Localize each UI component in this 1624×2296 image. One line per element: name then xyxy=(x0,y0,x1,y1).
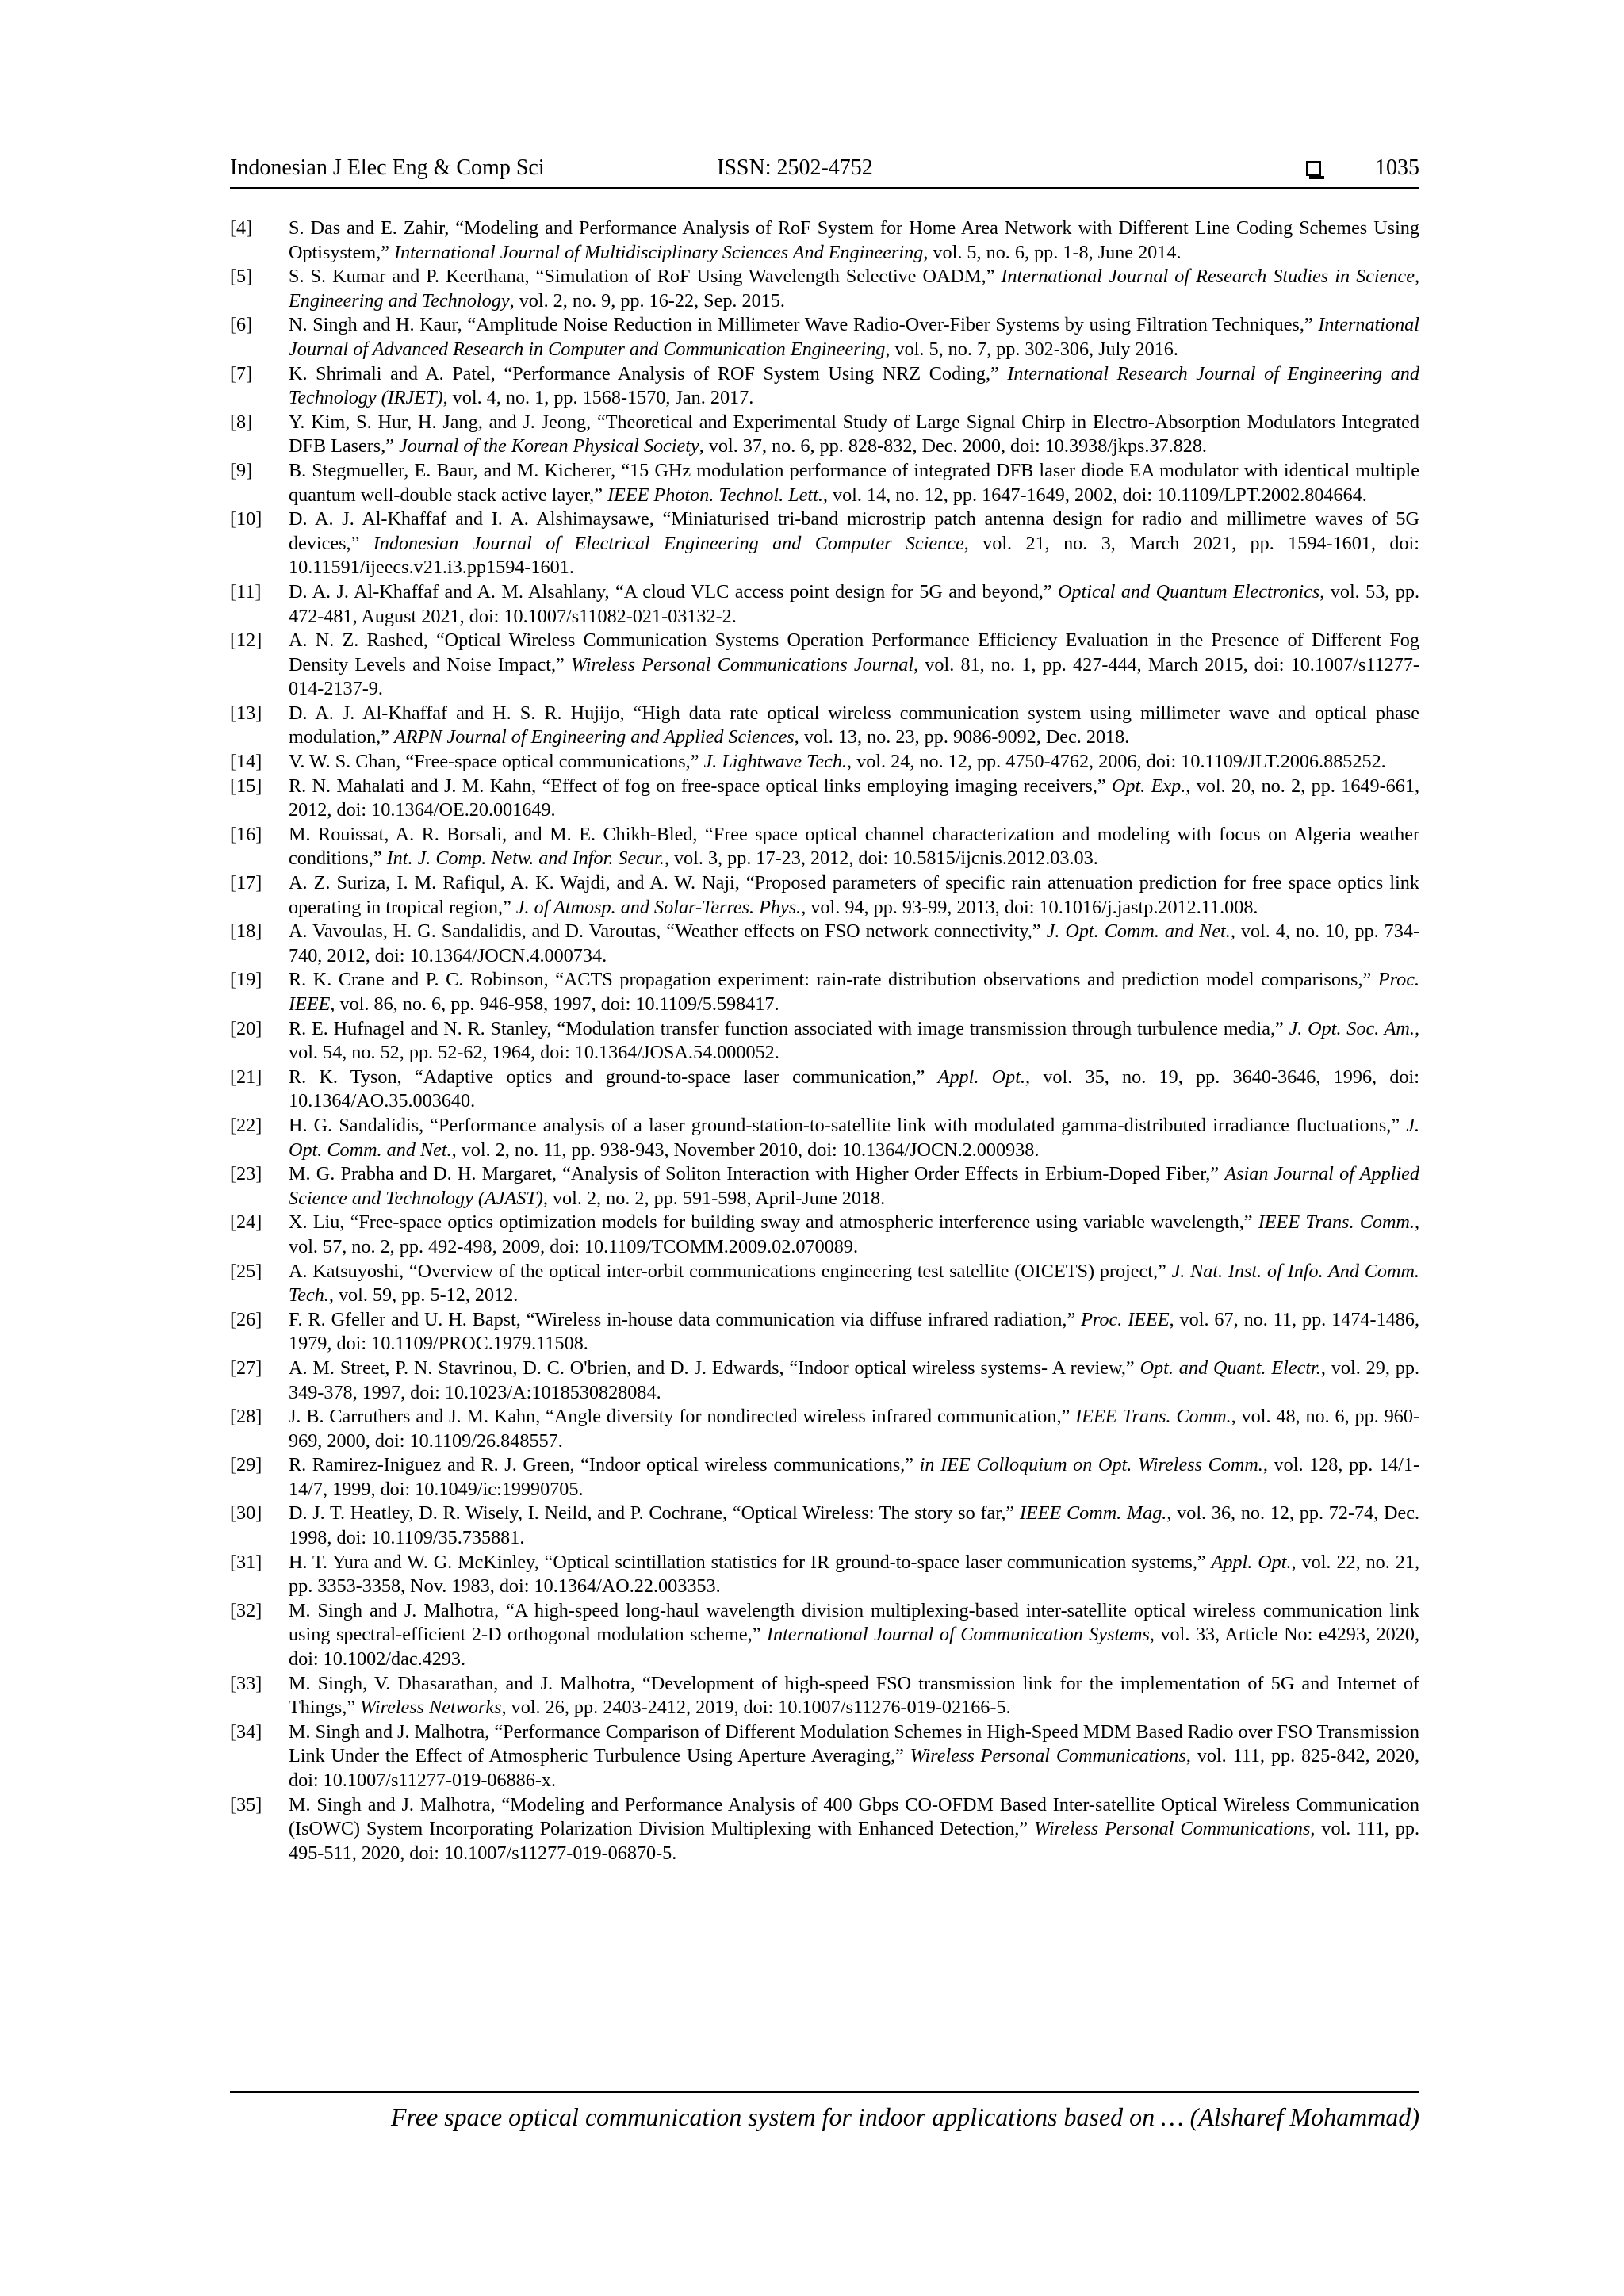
reference-number: [11] xyxy=(230,580,262,603)
reference-text xyxy=(289,920,1419,968)
reference-text xyxy=(289,1066,1419,1114)
reference-venue: Optical and Quantum Electronics xyxy=(1057,580,1320,603)
reference-item xyxy=(230,1502,1419,1550)
reference-authors-title: M. Singh and J. Malhotra, “Modeling and Performance Analysis of 400 Gbps CO-OFDM Based Inter-satellite Optical Wireless Communication (IsOWC) System Incorporating Polarization Division Multiplexing with Enhanced Detection,” xyxy=(289,1793,1419,1840)
reference-item xyxy=(230,1405,1419,1453)
reference-number: [6] xyxy=(230,314,253,336)
reference-authors-title: M. Singh, V. Dhasarathan, and J. Malhotra, “Development of high-speed FSO transmission link for the implementation of 5G and Internet of Things,” xyxy=(289,1672,1419,1719)
reference-details: , vol. 26, pp. 2403-2412, 2019, doi: 10.1007/s11276-019-02166-5. xyxy=(501,1697,1011,1719)
reference-number: [17] xyxy=(230,872,262,894)
reference-item xyxy=(230,1793,1419,1866)
reference-item xyxy=(230,411,1419,459)
reference-authors-title: D. A. J. Al-Khaffaf and H. S. R. Hujijo, “High data rate optical wireless communication system using millimeter wave and optical phase modulation,” xyxy=(289,702,1419,748)
reference-text xyxy=(289,629,1419,702)
reference-authors-title: J. B. Carruthers and J. M. Kahn, “Angle diversity for nondirected wireless infrared communication,” xyxy=(289,1406,1076,1428)
reference-venue: IEEE Trans. Comm., xyxy=(1258,1211,1419,1234)
reference-number: [20] xyxy=(230,1017,262,1039)
reference-item xyxy=(230,313,1419,362)
reference-number: [34] xyxy=(230,1720,262,1743)
reference-details: vol. 20, no. 2, pp. 1649-661, 2012, doi: 10.1364/OE.20.001649. xyxy=(289,775,1420,821)
reference-venue: International Journal of Research Studies in Science, Engineering and Technology xyxy=(289,266,1419,312)
reference-text xyxy=(289,580,1419,629)
reference-authors-title: A. Katsuyoshi, “Overview of the optical inter-orbit communications engineering test satellite (OICETS) project,” xyxy=(289,1260,1172,1282)
reference-item xyxy=(230,1551,1419,1599)
reference-venue: Wireless Personal Communications xyxy=(910,1745,1186,1767)
reference-authors-title: D. A. J. Al-Khaffaf and I. A. Alshimaysawe, “Miniaturised tri-band microstrip patch antenna design for radio and millimetre waves of 5G devices,” xyxy=(289,508,1419,554)
reference-venue: IEEE Trans. Comm. xyxy=(1075,1406,1231,1428)
reference-number: [27] xyxy=(230,1357,262,1379)
reference-text xyxy=(289,507,1419,580)
reference-number: [18] xyxy=(230,920,262,943)
reference-venue: Wireless Networks xyxy=(360,1697,502,1719)
reference-authors-title: D. A. J. Al-Khaffaf and A. M. Alsahlany, “A cloud VLC access point design for 5G and beyond,” xyxy=(289,580,1058,603)
reference-item xyxy=(230,580,1419,629)
reference-item xyxy=(230,1599,1419,1672)
reference-text xyxy=(289,871,1419,920)
reference-details: , vol. 4, no. 1, pp. 1568-1570, Jan. 2017. xyxy=(442,387,754,409)
reference-item xyxy=(230,362,1419,411)
reference-list xyxy=(230,216,1419,1866)
reference-details: vol. 86, no. 6, pp. 946-958, 1997, doi: 10.1109/5.598417. xyxy=(335,993,779,1015)
reference-venue: Opt. Exp., xyxy=(1111,775,1191,797)
reference-item xyxy=(230,1114,1419,1162)
reference-details: vol. 57, no. 2, pp. 492-498, 2009, doi: 10.1109/TCOMM.2009.02.070089. xyxy=(289,1235,859,1257)
reference-details: , vol. 13, no. 23, pp. 9086-9092, Dec. 2018. xyxy=(794,726,1130,748)
reference-text xyxy=(289,1114,1419,1162)
reference-venue: Wireless Personal Communications xyxy=(1034,1818,1311,1840)
reference-number: [14] xyxy=(230,751,262,773)
reference-text xyxy=(289,702,1419,750)
reference-venue: Proc. IEEE, xyxy=(289,969,1419,1015)
reference-authors-title: S. Das and E. Zahir, “Modeling and Performance Analysis of RoF System for Home Area Network with Different Line Coding Schemes Using Optisystem,” xyxy=(289,217,1419,263)
reference-details: , vol. 33, Article No: e4293, 2020, doi: 10.1002/dac.4293. xyxy=(289,1624,1419,1670)
reference-details: , vol. 2, no. 9, pp. 16-22, Sep. 2015. xyxy=(509,289,785,312)
reference-details: , vol. 22, no. 21, pp. 3353-3358, Nov. 1983, doi: 10.1364/AO.22.003353. xyxy=(289,1551,1419,1598)
reference-authors-title: F. R. Gfeller and U. H. Bapst, “Wireless in-house data communication via diffuse infrared radiation,” xyxy=(289,1308,1082,1330)
reference-text xyxy=(289,750,1419,775)
reference-number: [35] xyxy=(230,1793,262,1816)
reference-number: [7] xyxy=(230,362,253,385)
reference-venue: in IEE Colloquium on Opt. Wireless Comm. xyxy=(919,1454,1263,1476)
reference-text xyxy=(289,1017,1419,1066)
reference-details: , vol. 128, pp. 14/1-14/7, 1999, doi: 10.1049/ic:19990705. xyxy=(289,1454,1419,1500)
reference-authors-title: M. Rouissat, A. R. Borsali, and M. E. Chikh-Bled, “Free space optical channel characterization and modeling with focus on Algeria weather conditions,” xyxy=(289,823,1419,870)
reference-item xyxy=(230,1672,1419,1720)
reference-authors-title: D. J. T. Heatley, D. R. Wisely, I. Neild, and P. Cochrane, “Optical Wireless: The story so far,” xyxy=(289,1502,1020,1525)
reference-text xyxy=(289,775,1419,823)
reference-text xyxy=(289,459,1419,507)
reference-venue: Indonesian Journal of Electrical Engineering and Computer Science xyxy=(373,532,964,554)
reference-text xyxy=(289,1211,1419,1259)
reference-number: [10] xyxy=(230,508,262,530)
footer-rule xyxy=(230,2091,1419,2093)
reference-authors-title: M. Singh and J. Malhotra, “Performance Comparison of Different Modulation Schemes in High-Speed MDM Based Radio over FSO Transmission Link Under the Effect of Atmospheric Turbulence Using Aperture Averaging,” xyxy=(289,1720,1419,1767)
reference-authors-title: A. N. Z. Rashed, “Optical Wireless Communication Systems Operation Performance Efficiency Evaluation in the Presence of Different Fog Density Levels and Noise Impact,” xyxy=(289,629,1419,675)
reference-text xyxy=(289,362,1419,411)
reference-text xyxy=(289,1551,1419,1599)
reference-item xyxy=(230,1453,1419,1502)
reference-text xyxy=(289,823,1419,871)
reference-authors-title: S. S. Kumar and P. Keerthana, “Simulation of RoF Using Wavelength Selective OADM,” xyxy=(289,266,1002,288)
reference-venue: International Journal of Multidisciplinary Sciences And Engineering xyxy=(394,241,924,263)
reference-venue: IEEE Comm. Mag. xyxy=(1019,1502,1167,1525)
reference-authors-title: R. K. Tyson, “Adaptive optics and ground-to-space laser communication,” xyxy=(289,1066,938,1088)
reference-details: , vol. 53, pp. 472-481, August 2021, doi: 10.1007/s11082-021-03132-2. xyxy=(289,580,1419,627)
reference-details: , vol. 48, no. 6, pp. 960-969, 2000, doi: 10.1109/26.848557. xyxy=(289,1406,1419,1452)
square-icon xyxy=(1306,161,1321,176)
reference-item xyxy=(230,823,1419,871)
running-title: Free space optical communication system for indoor applications based on … (Alsharef Mohammad) xyxy=(390,2103,1419,2131)
reference-venue: Wireless Personal Communications Journal xyxy=(570,653,914,675)
reference-number: [12] xyxy=(230,629,262,652)
reference-details: vol. 3, pp. 17-23, 2012, doi: 10.5815/ijcnis.2012.03.03. xyxy=(668,848,1098,870)
reference-item xyxy=(230,1260,1419,1308)
reference-item xyxy=(230,1720,1419,1793)
reference-venue: International Research Journal of Engineering and Technology (IRJET) xyxy=(289,362,1419,409)
reference-item xyxy=(230,750,1419,775)
reference-details: vol. 35, no. 19, pp. 3640-3646, 1996, doi: 10.1364/AO.35.003640. xyxy=(289,1066,1419,1112)
reference-item xyxy=(230,1066,1419,1114)
reference-number: [8] xyxy=(230,411,253,433)
reference-number: [13] xyxy=(230,702,262,724)
reference-details: , vol. 111, pp. 495-511, 2020, doi: 10.1007/s11277-019-06870-5. xyxy=(289,1818,1419,1864)
reference-authors-title: A. M. Street, P. N. Stavrinou, D. C. O'brien, and D. J. Edwards, “Indoor optical wireless systems- A review,” xyxy=(289,1357,1140,1379)
reference-details: , vol. 5, no. 7, pp. 302-306, July 2016. xyxy=(885,338,1178,360)
reference-item xyxy=(230,1308,1419,1357)
reference-number: [25] xyxy=(230,1260,262,1282)
reference-venue: Opt. and Quant. Electr. xyxy=(1139,1357,1321,1379)
reference-text xyxy=(289,1260,1419,1308)
reference-item xyxy=(230,216,1419,265)
reference-text xyxy=(289,1502,1419,1550)
reference-number: [29] xyxy=(230,1454,262,1476)
journal-name: Indonesian J Elec Eng & Comp Sci xyxy=(230,155,545,180)
reference-authors-title: R. E. Hufnagel and N. R. Stanley, “Modulation transfer function associated with image transmission through turbulence media,” xyxy=(289,1017,1289,1039)
reference-authors-title: M. G. Prabha and D. H. Margaret, “Analysis of Soliton Interaction with Higher Order Effects in Erbium-Doped Fiber,” xyxy=(289,1163,1225,1185)
reference-number: [26] xyxy=(230,1308,262,1330)
reference-details: , vol. 36, no. 12, pp. 72-74, Dec. 1998, doi: 10.1109/35.735881. xyxy=(289,1502,1419,1549)
reference-text xyxy=(289,216,1419,265)
reference-details: , vol. 21, no. 3, March 2021, pp. 1594-1601, doi: 10.11591/ijeecs.v21.i3.pp1594-1601. xyxy=(289,532,1419,579)
reference-item xyxy=(230,920,1419,968)
reference-item xyxy=(230,775,1419,823)
reference-item xyxy=(230,968,1419,1016)
reference-item xyxy=(230,1162,1419,1211)
reference-number: [9] xyxy=(230,459,253,481)
issn: ISSN: 2502-4752 xyxy=(717,155,873,180)
reference-number: [30] xyxy=(230,1502,262,1525)
reference-venue: ARPN Journal of Engineering and Applied Sciences xyxy=(394,726,795,748)
reference-venue: Proc. IEEE xyxy=(1081,1308,1170,1330)
reference-authors-title: N. Singh and H. Kaur, “Amplitude Noise Reduction in Millimeter Wave Radio-Over-Fiber Systems by using Filtration Techniques,” xyxy=(289,314,1319,336)
reference-authors-title: M. Singh and J. Malhotra, “A high-speed long-haul wavelength division multiplexing-based inter-satellite optical wireless communication link using spectral-efficient 2-D orthogonal modulation scheme,” xyxy=(289,1599,1419,1646)
reference-number: [24] xyxy=(230,1211,262,1234)
reference-venue: International Journal of Communication Systems xyxy=(766,1624,1150,1646)
reference-item xyxy=(230,1357,1419,1405)
reference-number: [5] xyxy=(230,266,253,288)
reference-authors-title: R. Ramirez-Iniguez and R. J. Green, “Indoor optical wireless communications,” xyxy=(289,1454,920,1476)
reference-text xyxy=(289,1357,1419,1405)
reference-text xyxy=(289,313,1419,362)
reference-details: , vol. 2, no. 2, pp. 591-598, April-June 2018. xyxy=(542,1187,886,1209)
reference-details: , vol. 37, no. 6, pp. 828-832, Dec. 2000, doi: 10.3938/jkps.37.828. xyxy=(699,435,1207,457)
reference-venue: J. Lightwave Tech. xyxy=(703,751,848,773)
reference-authors-title: A. Vavoulas, H. G. Sandalidis, and D. Varoutas, “Weather effects on FSO network connectivity,” xyxy=(289,920,1047,943)
reference-number: [23] xyxy=(230,1163,262,1185)
reference-text xyxy=(289,411,1419,459)
reference-text xyxy=(289,1672,1419,1720)
reference-venue: Appl. Opt., xyxy=(937,1066,1031,1088)
reference-authors-title: H. T. Yura and W. G. McKinley, “Optical scintillation statistics for IR ground-to-space laser communication systems,” xyxy=(289,1551,1212,1573)
reference-number: [22] xyxy=(230,1114,262,1136)
reference-text xyxy=(289,1793,1419,1866)
reference-details: vol. 4, no. 10, pp. 734-740, 2012, doi: 10.1364/JOCN.4.000734. xyxy=(289,920,1419,966)
reference-number: [19] xyxy=(230,969,262,991)
reference-details: vol. 14, no. 12, pp. 1647-1649, 2002, doi: 10.1109/LPT.2002.804664. xyxy=(827,484,1367,506)
reference-item xyxy=(230,1211,1419,1259)
reference-details: , vol. 5, no. 6, pp. 1-8, June 2014. xyxy=(923,241,1182,263)
page-number: 1035 xyxy=(1375,155,1419,180)
reference-number: [28] xyxy=(230,1406,262,1428)
reference-item xyxy=(230,459,1419,507)
reference-number: [4] xyxy=(230,217,253,239)
reference-venue: Int. J. Comp. Netw. and Infor. Secur., xyxy=(386,848,669,870)
reference-venue: J. Opt. Comm. and Net., xyxy=(1046,920,1235,943)
reference-authors-title: A. Z. Suriza, I. M. Rafiqul, A. K. Wajdi, and A. W. Naji, “Proposed parameters of specific rain attenuation prediction for free space optics link operating in tropical region,” xyxy=(289,872,1419,918)
reference-authors-title: K. Shrimali and A. Patel, “Performance Analysis of ROF System Using NRZ Coding,” xyxy=(289,362,1008,385)
reference-venue: J. Opt. Comm. and Net., xyxy=(289,1114,1419,1161)
reference-details: , vol. 111, pp. 825-842, 2020, doi: 10.1007/s11277-019-06886-x. xyxy=(289,1745,1419,1791)
reference-number: [15] xyxy=(230,775,262,797)
reference-number: [32] xyxy=(230,1599,262,1621)
reference-item xyxy=(230,265,1419,313)
reference-venue: J. Nat. Inst. of Info. And Comm. Tech., xyxy=(289,1260,1419,1307)
reference-details: , vol. 67, no. 11, pp. 1474-1486, 1979, doi: 10.1109/PROC.1979.11508. xyxy=(289,1308,1420,1355)
reference-authors-title: R. K. Crane and P. C. Robinson, “ACTS propagation experiment: rain-rate distribution observations and prediction model comparisons,” xyxy=(289,969,1378,991)
reference-details: , vol. 81, no. 1, pp. 427-444, March 2015, doi: 10.1007/s11277-014-2137-9. xyxy=(289,653,1419,700)
reference-authors-title: X. Liu, “Free-space optics optimization models for building sway and atmospheric interference using variable wavelength,” xyxy=(289,1211,1258,1234)
reference-text xyxy=(289,1308,1419,1357)
reference-details: vol. 59, pp. 5-12, 2012. xyxy=(333,1284,519,1307)
reference-item xyxy=(230,629,1419,702)
reference-venue: Asian Journal of Applied Science and Technology (AJAST) xyxy=(289,1163,1419,1209)
reference-details: vol. 2, no. 11, pp. 938-943, November 2010, doi: 10.1364/JOCN.2.000938. xyxy=(456,1138,1040,1161)
reference-authors-title: H. G. Sandalidis, “Performance analysis of a laser ground-station-to-satellite link with modulated gamma-distributed irradiance fluctuations,” xyxy=(289,1114,1407,1136)
reference-venue: Journal of the Korean Physical Society xyxy=(399,435,699,457)
reference-item xyxy=(230,1017,1419,1066)
reference-venue: Appl. Opt. xyxy=(1211,1551,1292,1573)
reference-text xyxy=(289,968,1419,1016)
reference-venue: J. of Atmosp. and Solar-Terres. Phys., xyxy=(515,896,806,918)
reference-authors-title: R. N. Mahalati and J. M. Kahn, “Effect of fog on free-space optical links employing imaging receivers,” xyxy=(289,775,1112,797)
reference-number: [31] xyxy=(230,1551,262,1573)
reference-venue: J. Opt. Soc. Am., xyxy=(1289,1017,1419,1039)
reference-text xyxy=(289,1162,1419,1211)
reference-item xyxy=(230,702,1419,750)
reference-text xyxy=(289,265,1419,313)
reference-item xyxy=(230,871,1419,920)
reference-authors-title: V. W. S. Chan, “Free-space optical communications,” xyxy=(289,751,704,773)
reference-text xyxy=(289,1405,1419,1453)
page-header xyxy=(230,155,1419,189)
reference-text xyxy=(289,1720,1419,1793)
reference-authors-title: B. Stegmueller, E. Baur, and M. Kicherer, “15 GHz modulation performance of integrated DFB laser diode EA modulator with identical multiple quantum well-double stack active layer,” xyxy=(289,459,1419,506)
reference-venue: IEEE Photon. Technol. Lett., xyxy=(607,484,828,506)
reference-item xyxy=(230,507,1419,580)
reference-number: [16] xyxy=(230,823,262,845)
reference-details: , vol. 24, no. 12, pp. 4750-4762, 2006, doi: 10.1109/JLT.2006.885252. xyxy=(847,751,1386,773)
reference-text xyxy=(289,1453,1419,1502)
reference-text xyxy=(289,1599,1419,1672)
reference-number: [21] xyxy=(230,1066,262,1088)
reference-details: , vol. 29, pp. 349-378, 1997, doi: 10.1023/A:1018530828084. xyxy=(289,1357,1419,1403)
reference-details: vol. 54, no. 52, pp. 52-62, 1964, doi: 10.1364/JOSA.54.000052. xyxy=(289,1042,779,1064)
reference-venue: International Journal of Advanced Research in Computer and Communication Engineering xyxy=(289,314,1419,360)
reference-number: [33] xyxy=(230,1672,262,1694)
reference-authors-title: Y. Kim, S. Hur, H. Jang, and J. Jeong, “Theoretical and Experimental Study of Large Signal Chirp in Electro-Absorption Modulators Integrated DFB Lasers,” xyxy=(289,411,1419,457)
reference-details: vol. 94, pp. 93-99, 2013, doi: 10.1016/j.jastp.2012.11.008. xyxy=(806,896,1258,918)
